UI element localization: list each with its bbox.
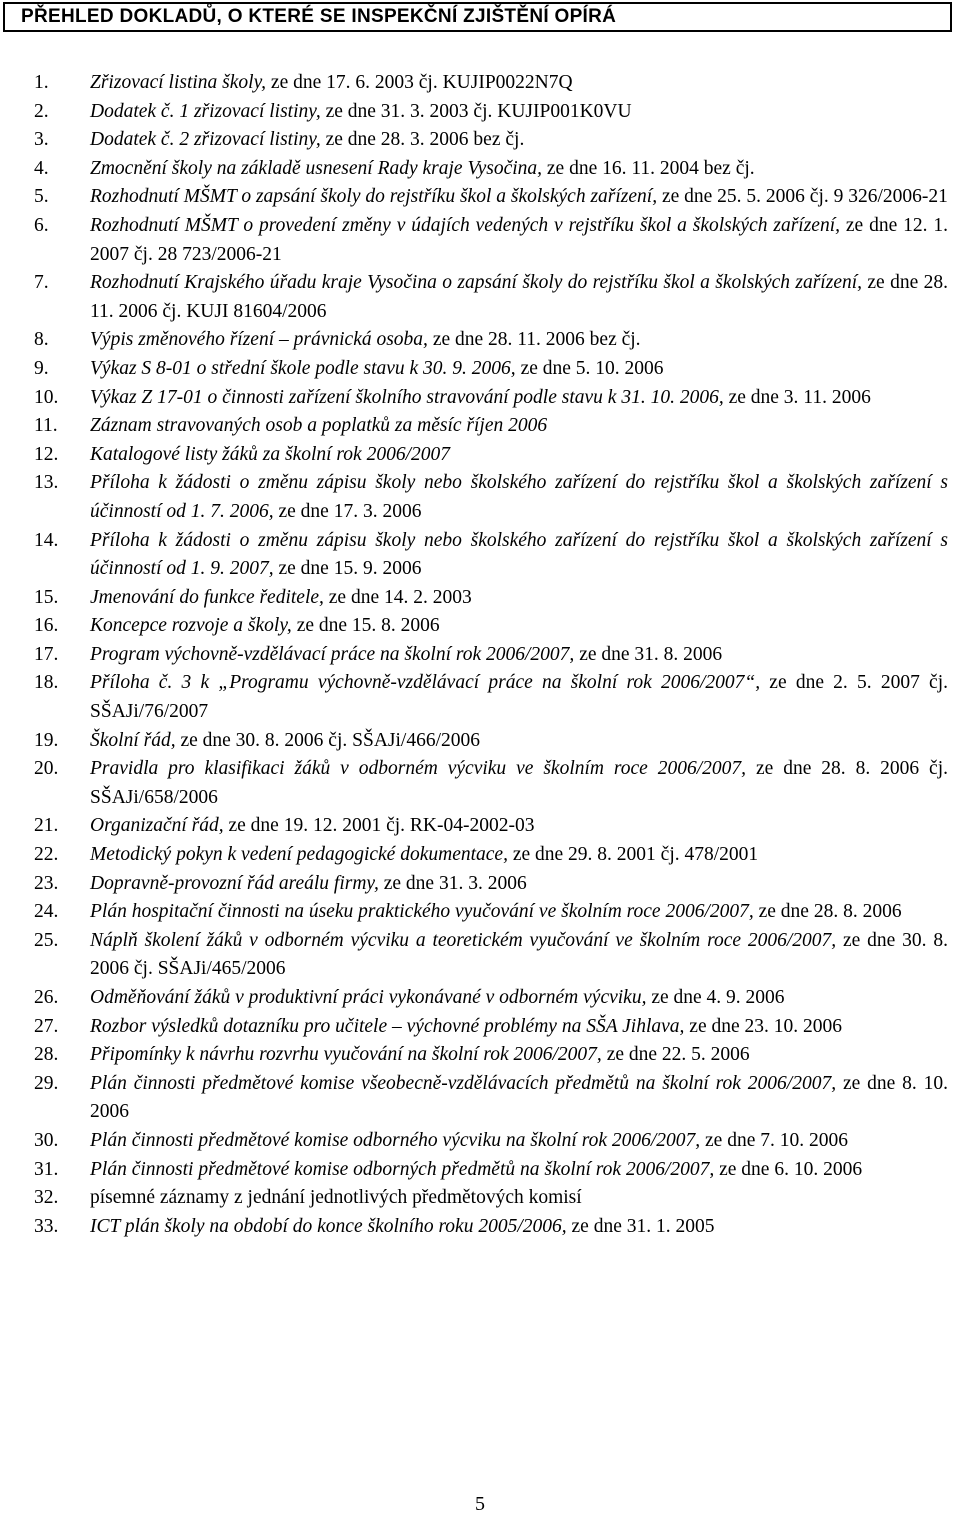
item-text: [90, 727, 948, 756]
item-number: 14.: [34, 529, 59, 551]
document-details: ze dne 31. 3. 2003 čj. KUJIP001K0VU: [320, 100, 632, 122]
document-details: ze dne 6. 10. 2006: [714, 1158, 863, 1180]
item-text: [90, 841, 948, 870]
document-title: Výkaz S 8-01 o střední škole podle stavu k 30. 9. 2006,: [90, 357, 516, 379]
list-item: [0, 870, 960, 899]
item-number: 4.: [34, 157, 49, 179]
list-item: [0, 355, 960, 384]
document-details: ze dne 15. 9. 2006: [273, 558, 422, 580]
list-item: [0, 669, 960, 726]
item-number: 13.: [34, 472, 59, 494]
document-details: ze dne 15. 8. 2006: [291, 615, 440, 637]
item-text: [90, 927, 948, 984]
item-number: 32.: [34, 1187, 59, 1209]
list-item: [0, 841, 960, 870]
document-details: ze dne 31. 3. 2006: [378, 872, 527, 894]
item-number: 16.: [34, 615, 59, 637]
list-item: [0, 469, 960, 526]
document-details: ze dne 28. 8. 2006 čj. SŠAJi/658/2006: [90, 758, 948, 808]
document-details: ze dne 31. 1. 2005: [566, 1215, 715, 1237]
document-details: ze dne 17. 3. 2006: [273, 500, 422, 522]
item-text: [90, 412, 948, 441]
document-details: ze dne 2. 5. 2007 čj. SŠAJi/76/2007: [90, 672, 948, 723]
list-item: [0, 384, 960, 413]
item-number: 9.: [34, 357, 49, 379]
document-details: ze dne 29. 8. 2001 čj. 478/2001: [507, 844, 759, 866]
document-details: ze dne 17. 6. 2003 čj. KUJIP0022N7Q: [266, 72, 573, 93]
document-title: Příloha k žádosti o změnu zápisu školy nebo školského zařízení do rejstříku škol a školských zařízení s účinností od 1. 7. 2006,: [90, 472, 948, 522]
list-item: [0, 527, 960, 584]
document-title: Koncepce rozvoje a školy,: [90, 615, 292, 637]
document-title: Pravidla pro klasifikaci žáků v odborném výcviku ve školním roce 2006/2007,: [90, 758, 747, 780]
list-item: [0, 441, 960, 470]
item-number: 18.: [34, 672, 59, 694]
page-heading: PŘEHLED DOKLADŮ, O KTERÉ SE INSPEKČNÍ ZJIŠTĚNÍ OPÍRÁ: [21, 6, 617, 27]
item-number: 19.: [34, 729, 59, 751]
item-text: [90, 870, 948, 899]
item-text: [90, 669, 948, 726]
list-item: [0, 183, 960, 212]
item-text: [90, 126, 948, 155]
item-number: 8.: [34, 329, 49, 351]
document-title: Metodický pokyn k vedení pedagogické dokumentace,: [90, 844, 508, 866]
document-title: Zřizovací listina školy,: [90, 72, 267, 93]
document-details: ze dne 25. 5. 2006 čj. 9 326/2006-21: [657, 186, 948, 208]
item-number: 2.: [34, 100, 49, 122]
document-details: ze dne 7. 10. 2006: [700, 1129, 848, 1151]
document-details: ze dne 19. 12. 2001 čj. RK-04-2002-03: [223, 815, 535, 837]
item-text: [90, 98, 948, 127]
item-number: 29.: [34, 1072, 59, 1094]
item-number: 27.: [34, 1015, 59, 1037]
item-number: 26.: [34, 987, 59, 1008]
item-text: [90, 584, 948, 613]
list-item: [0, 755, 960, 812]
item-number: 28.: [34, 1044, 59, 1066]
document-details: ze dne 12. 1. 2007 čj. 28 723/2006-21: [90, 214, 949, 265]
list-item: [0, 126, 960, 155]
document-title: Dopravně-provozní řád areálu firmy,: [90, 872, 379, 894]
list-item: [0, 727, 960, 756]
item-number: 30.: [34, 1129, 59, 1151]
item-number: 24.: [34, 901, 59, 923]
list-item: [0, 326, 960, 355]
item-text: [90, 183, 948, 212]
item-number: 22.: [34, 844, 59, 866]
item-text: [90, 898, 948, 927]
item-number: 23.: [34, 872, 59, 894]
item-number: 3.: [34, 129, 49, 151]
document-title: Rozhodnutí MŠMT o zapsání školy do rejstříku škol a školských zařízení,: [90, 186, 658, 208]
list-item: [0, 1070, 960, 1127]
list-item: [0, 212, 960, 269]
document-title: Katalogové listy žáků za školní rok 2006/2007: [90, 443, 450, 465]
item-text: [90, 441, 948, 470]
item-text: [90, 355, 948, 384]
document-title: Plán hospitační činnosti na úseku praktického vyučování ve školním roce 2006/2007,: [90, 901, 754, 923]
item-number: 15.: [34, 586, 59, 608]
document-title: Rozhodnutí MŠMT o provedení změny v údajích vedených v rejstříku škol a školských zařízení,: [90, 214, 840, 236]
item-number: 12.: [34, 443, 59, 465]
item-text: [90, 984, 948, 1013]
list-item: [0, 98, 960, 127]
document-title: Výpis změnového řízení – právnická osoba,: [90, 329, 428, 351]
document-details: ze dne 28. 11. 2006 bez čj.: [427, 329, 641, 351]
list-item: [0, 1127, 960, 1156]
list-item: [0, 1184, 960, 1213]
list-item: [0, 641, 960, 670]
document-title: Plán činnosti předmětové komise odborných předmětů na školní rok 2006/2007,: [90, 1158, 715, 1180]
item-number: 20.: [34, 758, 59, 780]
item-number: 31.: [34, 1158, 59, 1180]
document-title: Rozbor výsledků dotazníku pro učitele – výchovné problémy na SŠA Jihlava,: [90, 1015, 685, 1037]
list-item: [0, 927, 960, 984]
list-item: [0, 1013, 960, 1042]
item-number: 17.: [34, 643, 59, 665]
document-details: ze dne 14. 2. 2003: [323, 586, 472, 608]
list-item: [0, 898, 960, 927]
item-text: [90, 69, 948, 98]
document-title: Rozhodnutí Krajského úřadu kraje Vysočina o zapsání školy do rejstříku škol a školských zařízení,: [90, 272, 863, 294]
document-title: Dodatek č. 2 zřizovací listiny,: [90, 129, 321, 151]
item-text: [90, 1041, 948, 1070]
item-text: [90, 1156, 948, 1185]
list-item: [0, 269, 960, 326]
item-text: [90, 755, 948, 812]
item-text: [90, 1127, 948, 1156]
document-list: [0, 69, 960, 1241]
document-details: ze dne 28. 3. 2006 bez čj.: [320, 129, 525, 151]
document-details: ze dne 3. 11. 2006: [723, 386, 871, 408]
document-title: Plán činnosti předmětové komise všeobecně-vzdělávacích předmětů na školní rok 2006/2007,: [90, 1072, 837, 1094]
document-title: Dodatek č. 1 zřizovací listiny,: [90, 100, 321, 122]
document-title: ICT plán školy na období do konce školního roku 2005/2006,: [90, 1215, 567, 1237]
document-details: ze dne 30. 8. 2006 čj. SŠAJi/466/2006: [175, 729, 480, 751]
item-text: [90, 1070, 948, 1127]
item-text: [90, 155, 948, 184]
document-details: ze dne 4. 9. 2006: [646, 987, 785, 1008]
item-text: [90, 1213, 948, 1242]
document-details: písemné záznamy z jednání jednotlivých předmětových komisí: [90, 1187, 582, 1209]
item-text: [90, 641, 948, 670]
item-number: 1.: [34, 72, 49, 93]
item-text: [90, 1184, 948, 1213]
item-text: [90, 469, 948, 526]
document-title: Školní řád,: [90, 729, 176, 751]
list-item: [0, 155, 960, 184]
item-text: [90, 212, 948, 269]
item-number: 11.: [34, 415, 58, 437]
heading-box: [3, 2, 952, 32]
document-details: ze dne 5. 10. 2006: [515, 357, 664, 379]
document-title: Organizační řád,: [90, 815, 224, 837]
document-title: Záznam stravovaných osob a poplatků za měsíc říjen 2006: [90, 415, 548, 437]
document-title: Plán činnosti předmětové komise odborného výcviku na školní rok 2006/2007,: [90, 1129, 701, 1151]
document-title: Náplň školení žáků v odborném výcviku a teoretickém vyučování ve školním roce 2006/2007,: [90, 929, 837, 951]
item-text: [90, 269, 948, 326]
page-number: 5: [475, 1493, 485, 1515]
item-text: [90, 527, 948, 584]
item-number: 6.: [34, 214, 49, 236]
item-number: 7.: [34, 272, 49, 294]
document-details: ze dne 8. 10. 2006: [90, 1072, 949, 1123]
item-number: 33.: [34, 1215, 59, 1237]
list-item: [0, 1041, 960, 1070]
document-title: Jmenování do funkce ředitele,: [90, 586, 324, 608]
document-details: ze dne 16. 11. 2004 bez čj.: [542, 157, 755, 179]
list-item: [0, 812, 960, 841]
list-item: [0, 1156, 960, 1185]
document-title: Příloha k žádosti o změnu zápisu školy nebo školského zařízení do rejstříku škol a školských zařízení s účinností od 1. 9. 2007,: [90, 529, 948, 580]
document-details: ze dne 22. 5. 2006: [601, 1044, 750, 1066]
list-item: [0, 984, 960, 1013]
item-text: [90, 612, 948, 641]
document-details: ze dne 23. 10. 2006: [684, 1015, 843, 1037]
document-details: ze dne 30. 8. 2006 čj. SŠAJi/465/2006: [90, 929, 948, 980]
document-title: Zmocnění školy na základě usnesení Rady kraje Vysočina,: [90, 157, 543, 179]
document-title: Odměňování žáků v produktivní práci vykonávané v odborném výcviku,: [90, 987, 647, 1008]
item-text: [90, 326, 948, 355]
document-details: ze dne 28. 8. 2006: [753, 901, 902, 923]
document-title: Program výchovně-vzdělávací práce na školní rok 2006/2007,: [90, 643, 575, 665]
list-item: [0, 412, 960, 441]
document-title: Příloha č. 3 k „Programu výchovně-vzdělávací práce na školní rok 2006/2007“,: [90, 672, 761, 694]
list-item: [0, 1213, 960, 1242]
item-text: [90, 1013, 948, 1042]
document-details: ze dne 28. 11. 2006 čj. KUJI 81604/2006: [90, 272, 948, 322]
document-title: Připomínky k návrhu rozvrhu vyučování na školní rok 2006/2007,: [90, 1044, 602, 1066]
item-number: 10.: [34, 386, 59, 408]
list-item: [0, 69, 960, 98]
item-text: [90, 384, 948, 413]
item-number: 5.: [34, 186, 49, 208]
list-item: [0, 612, 960, 641]
document-details: ze dne 31. 8. 2006: [574, 643, 723, 665]
list-item: [0, 584, 960, 613]
item-number: 21.: [34, 815, 59, 837]
item-number: 25.: [34, 929, 59, 951]
item-text: [90, 812, 948, 841]
document-title: Výkaz Z 17-01 o činnosti zařízení školního stravování podle stavu k 31. 10. 2006,: [90, 386, 724, 408]
